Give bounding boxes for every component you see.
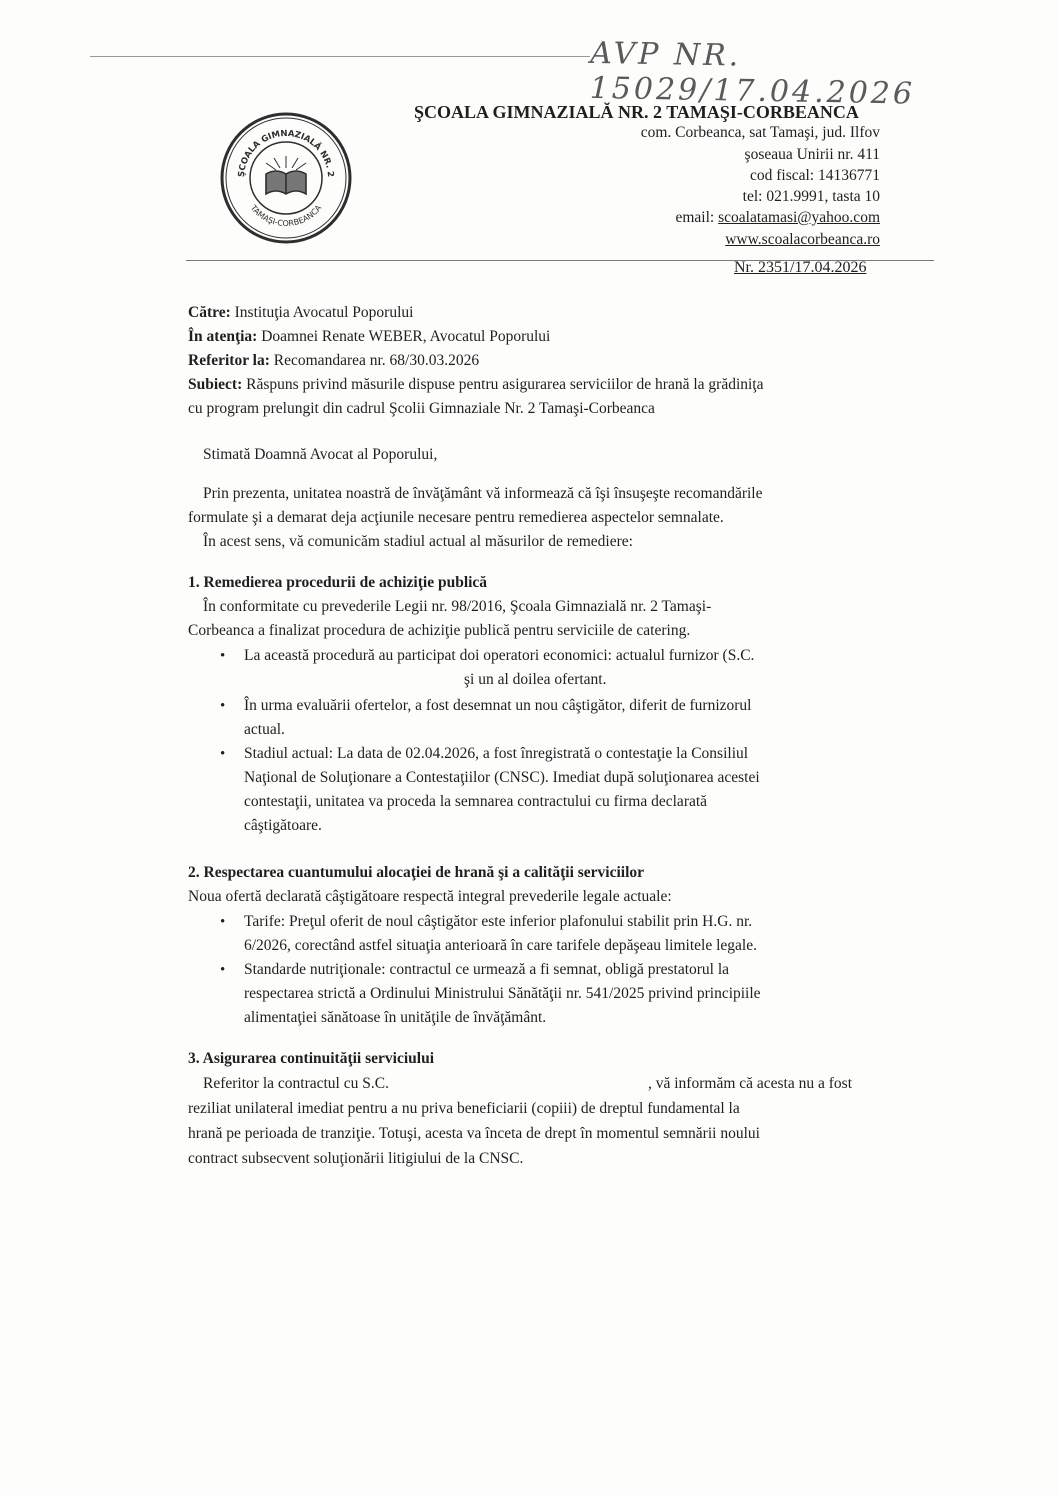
attention-label: În atenţia: xyxy=(188,328,258,345)
section-1-para-line-2: Corbeanca a finalizat procedura de achiziţie publică pentru serviciile de catering. xyxy=(188,622,691,639)
greeting: Stimată Doamnă Avocat al Poporului, xyxy=(203,446,438,463)
section-1-bullet-3-line-1: Stadiul actual: La data de 02.04.2026, a fost înregistrată o contestaţie la Consiliul xyxy=(244,745,749,762)
subject-label: Subiect: xyxy=(188,376,243,393)
seal-text-bottom: TAMAŞI-CORBEANCA xyxy=(248,203,324,229)
section-1-heading: 1. Remedierea procedurii de achiziţie publică xyxy=(188,574,488,591)
intro-line-2: formulate şi a demarat deja acţiunile necesare pentru remedierea aspectelor semnalate. xyxy=(188,509,724,526)
section-2-bullet-2-line-3: alimentaţiei sănătoase în unităţile de învăţământ. xyxy=(244,1009,547,1026)
registration-number: Nr. 2351/17.04.2026 xyxy=(734,259,867,276)
handwritten-registration-note: AVP NR. 15029/17.04.2026 xyxy=(589,35,916,112)
recipient-value: Instituţia Avocatul Poporului xyxy=(230,304,414,321)
section-1-bullet-3-line-4: câştigătoare. xyxy=(244,817,322,834)
bullet-dot: • xyxy=(220,914,226,930)
email-link[interactable]: scoalatamasi@yahoo.com xyxy=(718,209,880,226)
section-1-bullet-3-line-3: contestaţii, unitatea va proceda la semnarea contractului cu firma declarată xyxy=(244,793,708,810)
section-1-bullet-1-line-1: La această procedură au participat doi operatori economici: actualul furnizor (S.C. xyxy=(244,647,755,664)
attention-value: Doamnei Renate WEBER, Avocatul Poporului xyxy=(257,328,551,345)
svg-text:ŞCOALA GIMNAZIALĂ NR. 2 xyxy=(237,129,335,178)
recipient-label: Către: xyxy=(188,304,231,321)
open-book-icon xyxy=(266,171,306,194)
intro-line-3: În acest sens, vă comunicăm stadiul actual al măsurilor de remediere: xyxy=(203,533,633,550)
sunburst-icon xyxy=(266,156,306,170)
reference-label: Referitor la: xyxy=(188,352,270,369)
section-1-bullet-1-line-2: şi un al doilea ofertant. xyxy=(464,671,607,688)
section-2-bullet-1-line-2: 6/2026, corectând astfel situaţia anterioară în care tarifele depăşeau limitele legale. xyxy=(244,937,757,954)
top-divider xyxy=(90,56,590,57)
subject-value: Răspuns privind măsurile dispuse pentru asigurarea serviciilor de hrană la grădiniţa xyxy=(242,376,764,393)
reference-value: Recomandarea nr. 68/30.03.2026 xyxy=(269,352,480,369)
reference-line xyxy=(188,352,479,370)
section-3-line-1b: , vă informăm că acesta nu a fost xyxy=(648,1075,852,1092)
subject-line xyxy=(188,376,764,394)
attention-line xyxy=(188,328,550,346)
section-3-line-2: reziliat unilateral imediat pentru a nu priva beneficiarii (copiii) de dreptul fundamental la xyxy=(188,1100,740,1117)
bullet-dot: • xyxy=(220,648,226,664)
school-phone: tel: 021.9991, tasta 10 xyxy=(742,188,880,205)
school-street: şoseaua Unirii nr. 411 xyxy=(744,146,880,163)
school-seal xyxy=(218,110,354,246)
seal-text-top: ŞCOALA GIMNAZIALĂ NR. 2 xyxy=(236,128,336,178)
section-1-para-line-1: În conformitate cu prevederile Legii nr. 98/2016, Şcoala Gimnazială nr. 2 Tamaşi- xyxy=(203,598,712,615)
website-link[interactable]: www.scoalacorbeanca.ro xyxy=(725,231,880,248)
recipient-line xyxy=(188,304,413,322)
section-2-bullet-1-line-1: Tarife: Preţul oferit de noul câştigător este inferior plafonului stabilit prin H.G. nr. xyxy=(244,913,753,930)
email-line xyxy=(675,209,880,227)
bullet-dot: • xyxy=(220,698,226,714)
section-3-line-3: hrană pe perioada de tranziţie. Totuşi, acesta va înceta de drept în momentul semnării noului xyxy=(188,1125,760,1142)
section-2-bullet-2-line-1: Standarde nutriţionale: contractul ce urmează a fi semnat, obligă prestatorul la xyxy=(244,961,730,978)
section-3-line-1a: Referitor la contractul cu S.C. xyxy=(203,1075,389,1092)
section-3-heading: 3. Asigurarea continuităţii serviciului xyxy=(188,1050,434,1067)
section-1-bullet-3-line-2: Naţional de Soluţionare a Contestaţiilor (CNSC). Imediat după soluţionarea acestei xyxy=(244,769,760,786)
school-address: com. Corbeanca, sat Tamaşi, jud. Ilfov xyxy=(640,124,880,141)
section-2-heading: 2. Respectarea cuantumului alocaţiei de hrană şi a calităţii serviciilor xyxy=(188,864,645,881)
section-2-bullet-2-line-2: respectarea strictă a Ordinului Ministrului Sănătăţii nr. 541/2025 privind principiile xyxy=(244,985,761,1002)
intro-line-1: Prin prezenta, unitatea noastră de învăţământ vă informează că îşi însuşeşte recomandările xyxy=(203,485,763,502)
bullet-dot: • xyxy=(220,746,226,762)
section-2-intro: Noua ofertă declarată câştigătoare respectă integral prevederile legale actuale: xyxy=(188,888,672,905)
fiscal-code: cod fiscal: 14136771 xyxy=(749,167,880,184)
email-label: email: xyxy=(675,209,719,226)
section-1-bullet-2-line-2: actual. xyxy=(244,721,285,738)
subject-line-2: cu program prelungit din cadrul Şcolii Gimnaziale Nr. 2 Tamaşi-Corbeanca xyxy=(188,400,655,417)
section-3-line-4: contract subsecvent soluţionării litigiului de la CNSC. xyxy=(188,1150,524,1167)
bullet-dot: • xyxy=(220,962,226,978)
section-1-bullet-2-line-1: În urma evaluării ofertelor, a fost desemnat un nou câştigător, diferit de furnizorul xyxy=(244,697,752,714)
school-name: ŞCOALA GIMNAZIALĂ NR. 2 TAMAŞI-CORBEANCA xyxy=(414,102,859,122)
svg-text:TAMAŞI-CORBEANCA xyxy=(248,203,324,228)
